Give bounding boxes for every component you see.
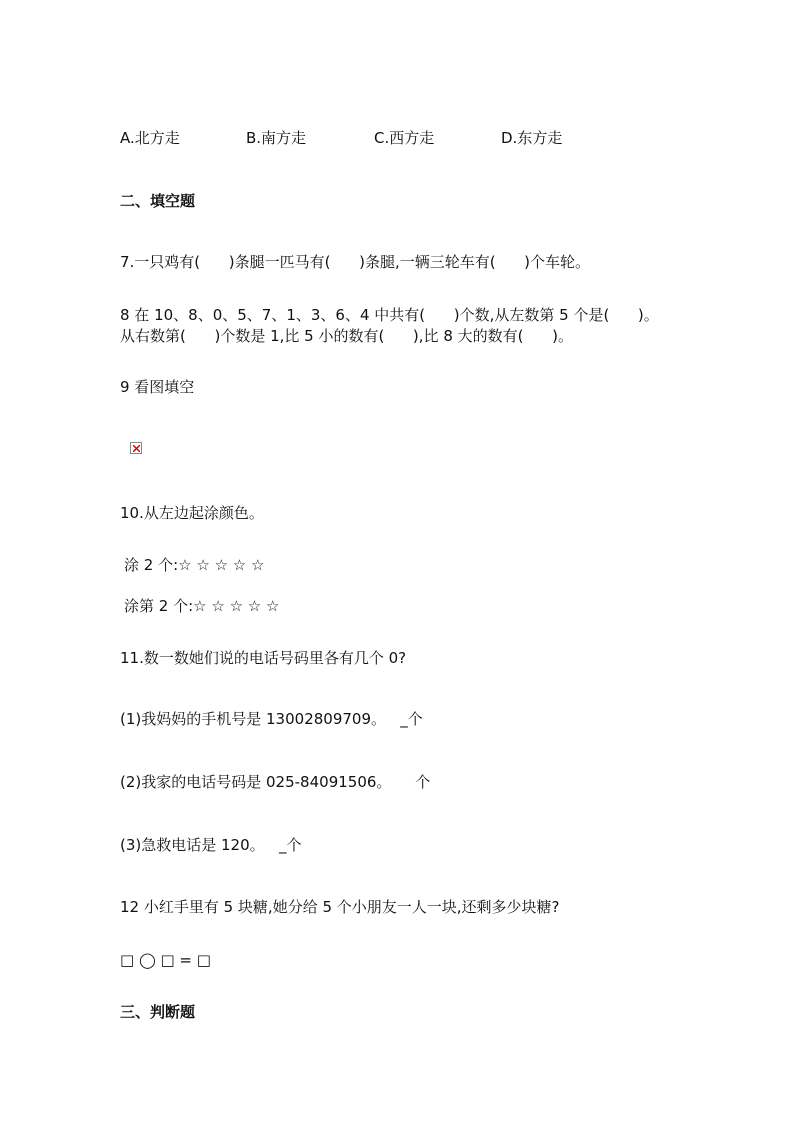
broken-image-icon (130, 442, 142, 454)
question-12-equation: □ ◯ □ = □ (120, 951, 211, 969)
section-heading-fill-in: 二、填空题 (120, 192, 196, 210)
question-8-line-1: 8 在 10、8、0、5、7、1、3、6、4 中共有( )个数,从左数第 5 个是( )。 (120, 306, 659, 324)
question-10-item-b: 涂第 2 个:☆ ☆ ☆ ☆ ☆ (124, 597, 280, 615)
section-heading-true-false: 三、判断题 (120, 1003, 196, 1021)
question-7: 7.一只鸡有( )条腿一匹马有( )条腿,一辆三轮车有( )个车轮。 (120, 253, 591, 271)
question-10: 10.从左边起涂颜色。 (120, 504, 264, 522)
question-11-item-2: (2)我家的电话号码是 025-84091506。 个 (120, 773, 431, 791)
question-9: 9 看图填空 (120, 378, 195, 396)
question-11-item-3: (3)急救电话是 120。 _个 (120, 836, 302, 854)
question-10-item-a: 涂 2 个:☆ ☆ ☆ ☆ ☆ (124, 556, 265, 574)
option-c: C.西方走 (374, 129, 435, 147)
option-a: A.北方走 (120, 129, 180, 147)
question-11-item-1: (1)我妈妈的手机号是 13002809709。 _个 (120, 710, 423, 728)
option-b: B.南方走 (246, 129, 307, 147)
question-12: 12 小红手里有 5 块糖,她分给 5 个小朋友一人一块,还剩多少块糖? (120, 898, 560, 916)
question-8-line-2: 从右数第( )个数是 1,比 5 小的数有( ),比 8 大的数有( )。 (120, 327, 573, 345)
option-d: D.东方走 (501, 129, 563, 147)
question-11: 11.数一数她们说的电话号码里各有几个 0? (120, 649, 407, 667)
